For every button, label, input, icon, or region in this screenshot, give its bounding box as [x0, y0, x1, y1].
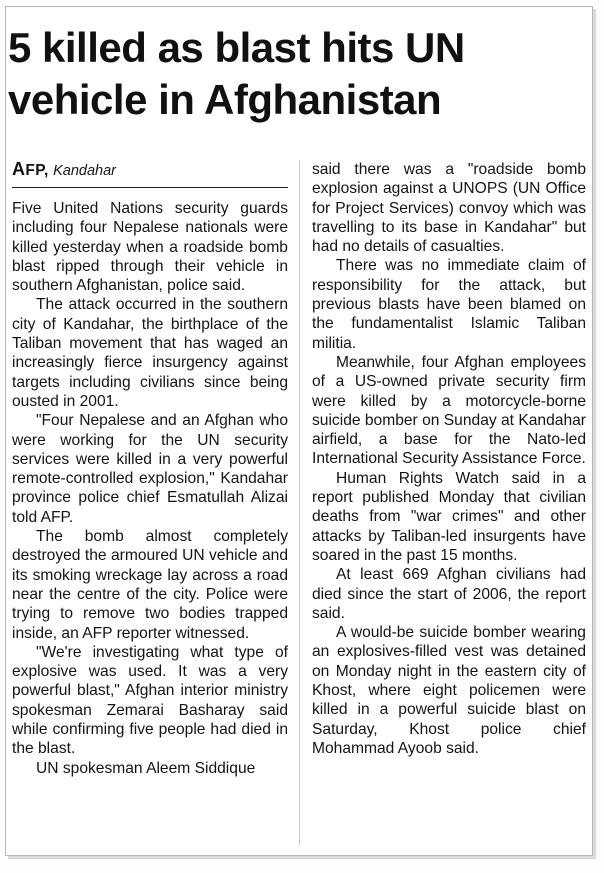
paragraph: At least 669 Afghan civilians had died since the start of 2006, the report said. — [312, 566, 586, 622]
column-divider — [299, 160, 300, 845]
paragraph: UN spokesman Aleem Siddique — [36, 759, 256, 777]
paragraph: said there was a "roadside bomb explosion against a UNOPS (UN Office for Project Services) convoy which was travelling to its base in Kandahar" but had no details of casualties. — [312, 161, 586, 256]
headline: 5 killed as blast hits UN vehicle in Afghanistan — [8, 24, 465, 123]
paragraph: The attack occurred in the southern city of Kandahar, the birthplace of the Taliban movement that has waged an increasingly fierce insurgency against targets including civilians since being ousted in 2001. — [12, 296, 288, 410]
dateline-agency-rest: FP, — [25, 162, 49, 179]
article-column-right — [312, 160, 586, 758]
paragraph: Meanwhile, four Afghan employees of a US-owned private security firm were killed by a motorcycle-borne suicide bomber on Sunday at Kandahar airfield, a base for the Nato-led International Security Assistance Force. — [312, 353, 586, 468]
article-column-left — [12, 160, 288, 778]
paragraph: Human Rights Watch said in a report published Monday that civilian deaths from "war crimes" and other attacks by Taliban-led insurgents have soared in the past 15 months. — [312, 469, 586, 564]
paragraph: Five United Nations security guards including four Nepalese nationals were killed yesterday when a roadside bomb blast ripped through their vehicle in southern Afghanistan, police said. — [12, 200, 288, 295]
dateline-agency-initial: A — [12, 159, 26, 179]
paragraph: The bomb almost completely destroyed the armoured UN vehicle and its smoking wreckage lay across a road near the centre of the city. Police were trying to remove two bodies trapped inside, an AFP reporter witnessed. — [12, 528, 288, 642]
dateline-agency — [12, 159, 49, 179]
paragraph: There was no immediate claim of responsibility for the attack, but previous blasts have been blamed on the fundamentalist Islamic Taliban militia. — [312, 257, 586, 352]
dateline — [12, 160, 288, 188]
paragraph: A would-be suicide bomber wearing an explosives-filled vest was detained on Monday night in the eastern city of Khost, where eight policemen were killed in a powerful suicide blast on Saturday, Khost police chief Mohammad Ayoob said. — [312, 624, 586, 757]
dateline-location: Kandahar — [53, 163, 116, 179]
paragraph: "Four Nepalese and an Afghan who were working for the UN security services were killed in a very powerful remote-controlled explosion," Kandahar province police chief Esmatullah Alizai told AFP. — [12, 412, 288, 526]
paragraph: "We're investigating what type of explosive was used. It was a very powerful blast," Afghan interior ministry spokesman Zemarai Basharay said while confirming five people had died in the blast. — [12, 643, 288, 758]
